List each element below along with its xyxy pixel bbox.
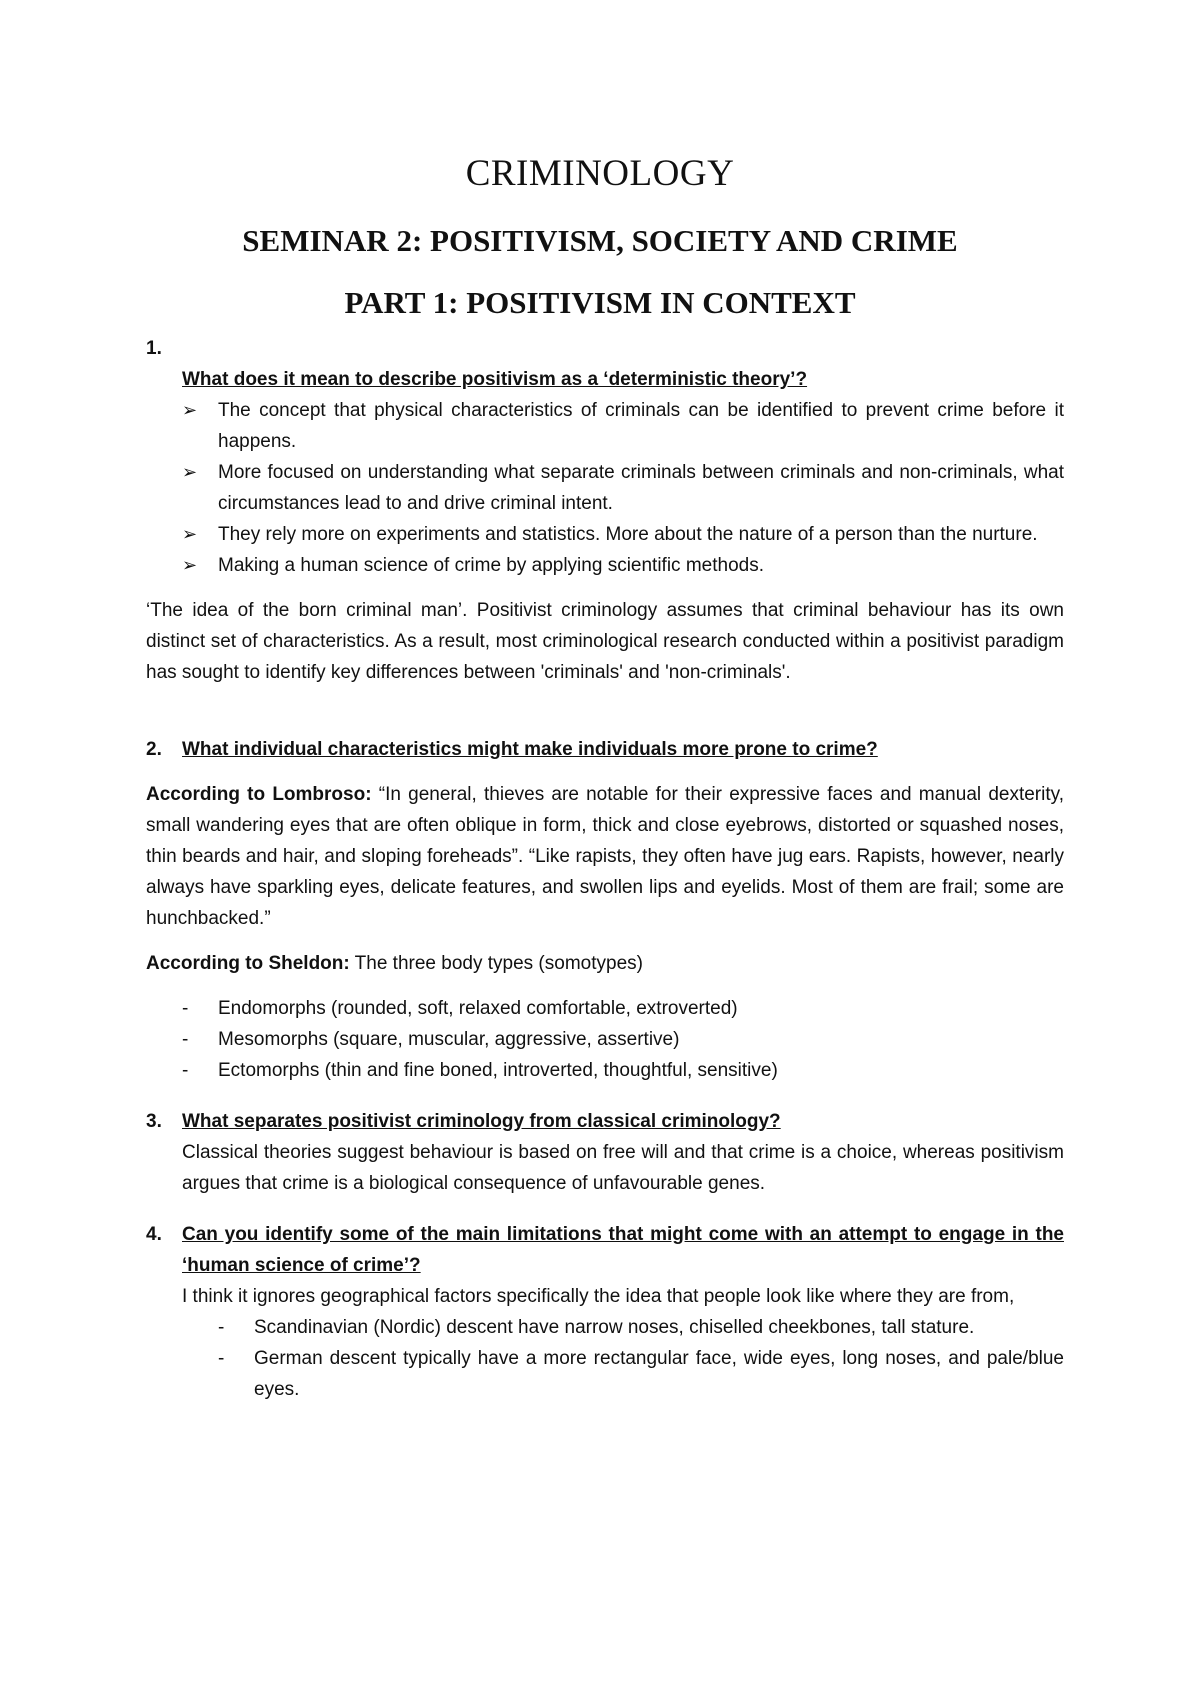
part-heading: PART 1: POSITIVISM IN CONTEXT bbox=[344, 285, 856, 320]
document-body bbox=[146, 333, 1064, 1405]
q2-number: 2. bbox=[146, 739, 162, 760]
arrow-bullet-icon: ➢ bbox=[182, 400, 198, 420]
q1-paragraph: ‘The idea of the born criminal man’. Positivist criminology assumes that criminal behaviour has its own distinct set of characteristics. As a result, most criminological research conducted within a positivist paradigm has sought to identify key differences between 'criminals' and 'non-criminals'. bbox=[146, 600, 1064, 683]
lombroso-text: “In general, thieves are notable for their expressive faces and manual dexterity, small wandering eyes that are often oblique in form, thick and close eyebrows, distorted or squashed noses, thin beards and hair, and sloping foreheads”. “Like rapists, they often have jug ears. Rapists, however, nearly always have sparkling eyes, delicate features, and swollen lips and eyelids. Most of them are frail; some are hunchbacked.” bbox=[146, 784, 1064, 929]
q2-heading bbox=[146, 734, 1064, 765]
q3-heading bbox=[146, 1106, 1064, 1137]
dash-bullet-icon: - bbox=[182, 1060, 189, 1081]
lombroso-paragraph bbox=[146, 779, 1064, 934]
arrow-bullet-icon: ➢ bbox=[182, 462, 198, 482]
sheldon-text: The three body types (somotypes) bbox=[349, 953, 643, 974]
document-title: CRIMINOLOGY bbox=[465, 153, 735, 194]
dash-bullet-icon: - bbox=[218, 1317, 225, 1338]
dash-bullet-icon: - bbox=[182, 1029, 189, 1050]
list-item: - Endomorphs (rounded, soft, relaxed comfortable, extroverted) bbox=[182, 993, 1064, 1024]
q2-question-text: What individual characteristics might make individuals more prone to crime? bbox=[182, 739, 878, 760]
dash-bullet-icon: - bbox=[218, 1348, 225, 1369]
body-types-list bbox=[146, 993, 1064, 1086]
q1-number: 1. bbox=[146, 338, 162, 359]
list-item: - Ectomorphs (thin and fine boned, introverted, thoughtful, sensitive) bbox=[182, 1055, 1064, 1086]
arrow-bullet-icon: ➢ bbox=[182, 555, 198, 575]
q4-examples-list bbox=[146, 1312, 1064, 1405]
q4-heading bbox=[146, 1219, 1064, 1281]
arrow-bullet-icon: ➢ bbox=[182, 524, 198, 544]
q4-question-text: Can you identify some of the main limitations that might come with an attempt to engage in the ‘human science of crime’? bbox=[182, 1224, 1064, 1276]
q3-answer: Classical theories suggest behaviour is based on free will and that crime is a choice, whereas positivism argues that crime is a biological consequence of unfavourable genes. bbox=[182, 1142, 1064, 1194]
list-item: ➢ The concept that physical characteristics of criminals can be identified to prevent crime before it happens. bbox=[182, 395, 1064, 457]
q4-number: 4. bbox=[146, 1224, 162, 1245]
q1-question-text: What does it mean to describe positivism as a ‘deterministic theory’? bbox=[182, 369, 808, 390]
lombroso-label: According to Lombroso: bbox=[146, 784, 372, 805]
sheldon-label: According to Sheldon: bbox=[146, 953, 350, 974]
list-item: - Scandinavian (Nordic) descent have narrow noses, chiselled cheekbones, tall stature. bbox=[218, 1312, 1064, 1343]
q3-number: 3. bbox=[146, 1111, 162, 1132]
dash-bullet-icon: - bbox=[182, 998, 189, 1019]
q3-question-text: What separates positivist criminology from classical criminology? bbox=[182, 1111, 781, 1132]
sheldon-paragraph bbox=[146, 948, 1064, 979]
q1-bullet-list bbox=[146, 395, 1064, 581]
list-item: ➢ Making a human science of crime by applying scientific methods. bbox=[182, 550, 1064, 581]
q4-answer: I think it ignores geographical factors specifically the idea that people look like where they are from, bbox=[182, 1286, 1015, 1307]
list-item: - German descent typically have a more rectangular face, wide eyes, long noses, and pale/blue eyes. bbox=[218, 1343, 1064, 1405]
q1-question bbox=[146, 364, 1064, 395]
seminar-subtitle: SEMINAR 2: POSITIVISM, SOCIETY AND CRIME bbox=[242, 223, 958, 258]
list-item: ➢ They rely more on experiments and statistics. More about the nature of a person than the nurture. bbox=[182, 519, 1064, 550]
list-item: ➢ More focused on understanding what separate criminals between criminals and non-criminals, what circumstances lead to and drive criminal intent. bbox=[182, 457, 1064, 519]
list-item: - Mesomorphs (square, muscular, aggressive, assertive) bbox=[182, 1024, 1064, 1055]
